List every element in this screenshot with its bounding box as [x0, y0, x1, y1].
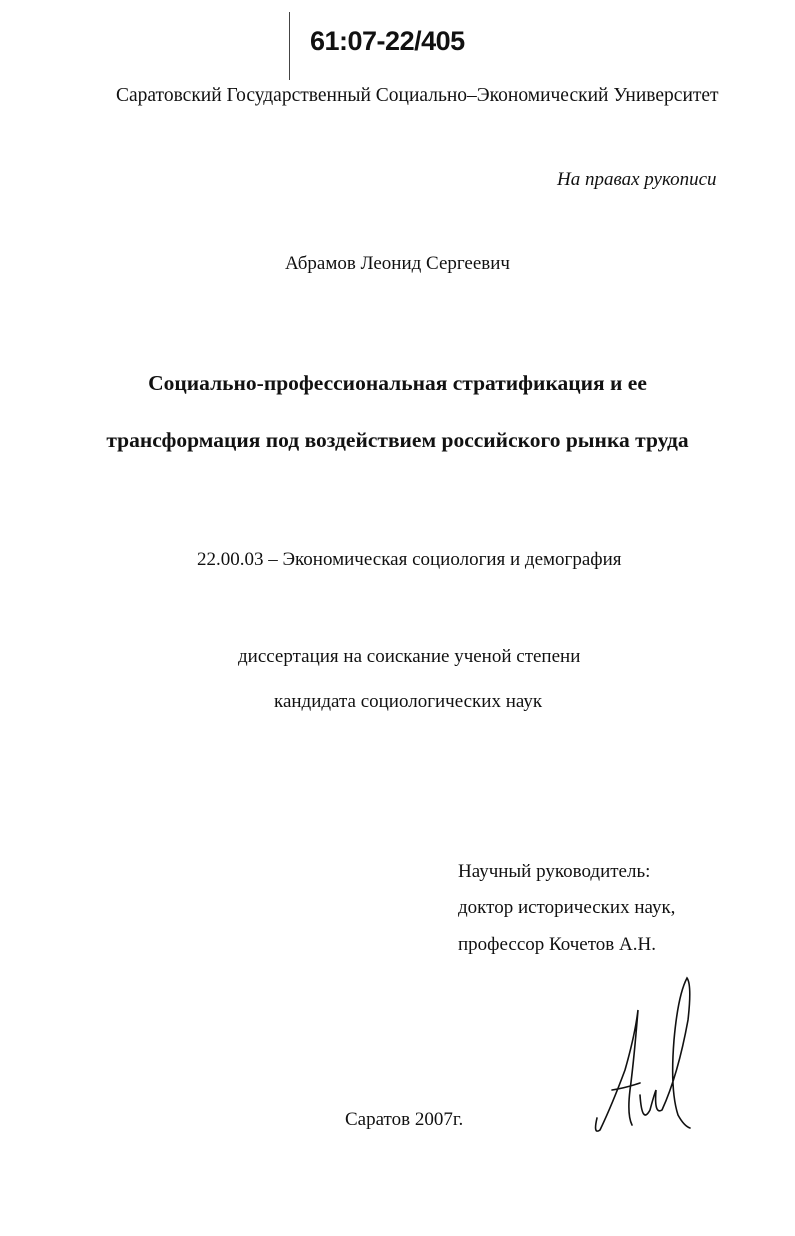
dissertation-title-line-2: трансформация под воздействием российского рынка труда — [106, 428, 689, 452]
dissertation-title-line-1: Социально-профессиональная стратификация и ее — [148, 371, 647, 395]
degree-line-1: диссертация на соискание ученой степени — [238, 646, 581, 667]
supervisor-name: профессор Кочетов А.Н. — [458, 934, 656, 955]
author-name: Абрамов Леонид Сергеевич — [285, 253, 510, 274]
archive-code: 61:07-22/405 — [310, 26, 465, 56]
university-name: Саратовский Государственный Социально–Экономический Университет — [116, 85, 719, 106]
manuscript-note: На правах рукописи — [557, 169, 717, 190]
place-year: Саратов 2007г. — [345, 1109, 464, 1130]
supervisor-degree: доктор исторических наук, — [458, 897, 676, 918]
specialty: 22.00.03 – Экономическая социология и демография — [197, 549, 622, 570]
degree-line-2: кандидата социологических наук — [274, 691, 543, 712]
supervisor-label: Научный руководитель: — [458, 861, 651, 882]
signature-stroke — [596, 978, 690, 1131]
